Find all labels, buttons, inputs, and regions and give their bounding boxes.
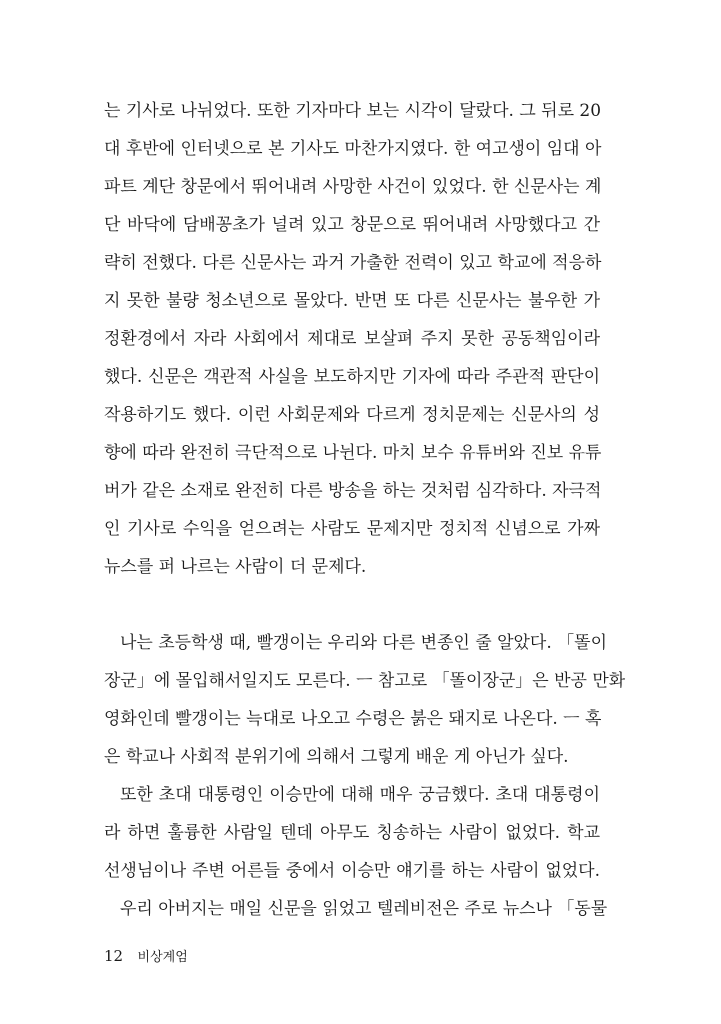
- text-line: 우리 아버지는 매일 신문을 읽었고 텔레비전은 주로 뉴스나 「동물: [120, 899, 608, 919]
- text-line: 대 후반에 인터넷으로 본 기사도 마찬가지였다. 한 여고생이 임대 아: [104, 139, 602, 159]
- page-body: [104, 0, 626, 1024]
- book-title: 비상계엄: [137, 950, 188, 965]
- text-line: 지 못한 불량 청소년으로 몰았다. 반면 또 다른 신문사는 불우한 가: [104, 291, 600, 311]
- text-line: 작용하기도 했다. 이런 사회문제와 다르게 정치문제는 신문사의 성: [104, 405, 600, 425]
- text-line: 단 바닥에 담배꽁초가 널려 있고 창문으로 뛰어내려 사망했다고 간: [104, 215, 600, 235]
- text-line: 파트 계단 창문에서 뛰어내려 사망한 사건이 있었다. 한 신문사는 계: [104, 177, 602, 197]
- text-line: 했다. 신문은 객관적 사실을 보도하지만 기자에 따라 주관적 판단이: [104, 367, 600, 387]
- text-line: 나는 초등학생 때, 빨갱이는 우리와 다른 변종인 줄 알았다. 「똘이: [120, 633, 607, 653]
- text-line: 인 기사로 수익을 얻으려는 사람도 문제지만 정치적 신념으로 가짜: [104, 519, 600, 539]
- text-line: 영화인데 빨갱이는 늑대로 나오고 수령은 붉은 돼지로 나온다. ㅡ 혹: [104, 709, 602, 729]
- text-line: 선생님이나 주변 어른들 중에서 이승만 얘기를 하는 사람이 없었다.: [104, 861, 600, 881]
- text-line: 또한 초대 대통령인 이승만에 대해 매우 궁금했다. 초대 대통령이: [120, 785, 600, 805]
- page-footer: [104, 944, 188, 968]
- text-line: 뉴스를 퍼 나르는 사람이 더 문제다.: [104, 557, 367, 577]
- text-line: 향에 따라 완전히 극단적으로 나뉜다. 마치 보수 유튜버와 진보 유튜: [104, 443, 602, 463]
- page-number: 12: [104, 947, 124, 965]
- text-line: 버가 같은 소재로 완전히 다른 방송을 하는 것처럼 심각하다. 자극적: [104, 481, 602, 501]
- text-line: 은 학교나 사회적 분위기에 의해서 그렇게 배운 게 아닌가 싶다.: [104, 747, 569, 767]
- text-line: 정환경에서 자라 사회에서 제대로 보살펴 주지 못한 공동책임이라: [104, 329, 600, 349]
- text-line: 략히 전했다. 다른 신문사는 과거 가출한 전력이 있고 학교에 적응하: [104, 253, 602, 273]
- text-line: 는 기사로 나뉘었다. 또한 기자마다 보는 시각이 달랐다. 그 뒤로 20: [104, 101, 602, 121]
- text-line: 장군」에 몰입해서일지도 모른다. ㅡ 참고로 「똘이장군」은 반공 만화: [104, 671, 626, 691]
- text-line: 라 하면 훌륭한 사람일 텐데 아무도 칭송하는 사람이 없었다. 학교: [104, 823, 600, 843]
